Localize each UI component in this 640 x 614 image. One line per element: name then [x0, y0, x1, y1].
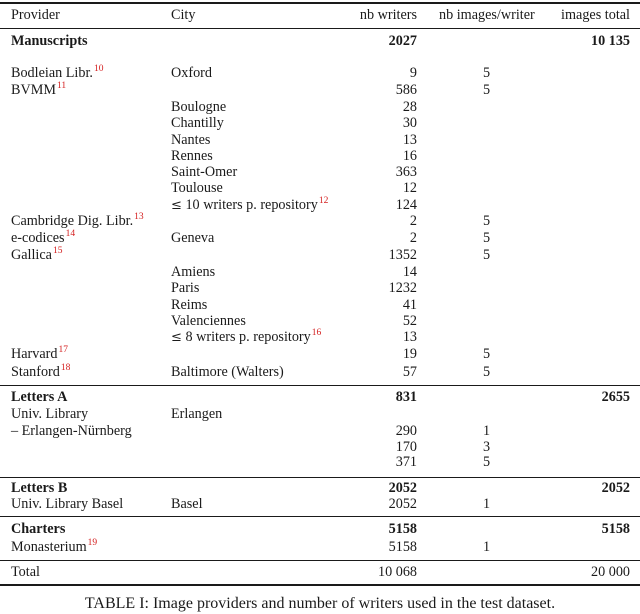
footnote-ref[interactable]: 10 — [93, 64, 104, 74]
provider-name: Gallica — [11, 247, 52, 263]
top-rule — [0, 2, 640, 4]
section-row-letters-a — [0, 389, 640, 406]
section-images-total: 2655 — [601, 389, 630, 405]
ipw-cell: 5 — [483, 247, 491, 263]
table-row — [0, 164, 640, 181]
section-row-charters — [0, 521, 640, 538]
provider-name: e-codices — [11, 230, 65, 246]
ipw-cell: 5 — [483, 364, 491, 380]
nb-writers-cell: 30 — [402, 115, 417, 131]
table-row — [0, 65, 640, 82]
table-row — [0, 264, 640, 281]
ipw-cell: 5 — [483, 82, 491, 98]
city-cell: Nantes — [171, 132, 211, 148]
nb-writers-cell: 586 — [395, 82, 417, 98]
nb-writers-cell: 2 — [409, 230, 417, 246]
section-rule-charters — [0, 516, 640, 517]
nb-writers-cell: 9 — [409, 65, 417, 81]
provider-cell — [11, 364, 70, 383]
nb-writers-cell: 41 — [402, 297, 417, 313]
section-name: Letters B — [11, 480, 68, 496]
table-row — [0, 115, 640, 132]
city-cell: Rennes — [171, 148, 213, 164]
nb-writers-cell: 2 — [409, 213, 417, 229]
ipw-cell: 5 — [483, 65, 491, 81]
city-cell: Reims — [171, 297, 208, 313]
city-text: 8 writers p. repository — [185, 329, 311, 345]
nb-writers-cell: 170 — [395, 439, 417, 455]
header-images-total: images total — [561, 7, 630, 23]
city-cell: Basel — [171, 496, 203, 512]
header-nb-images-per-writer: nb images/writer — [439, 7, 535, 23]
total-row — [0, 564, 640, 581]
city-cell: Toulouse — [171, 180, 223, 196]
less-equal-symbol: ≤ — [171, 330, 182, 345]
table-row — [0, 213, 640, 230]
table-row — [0, 406, 640, 423]
city-cell: Oxford — [171, 65, 212, 81]
footnote-ref[interactable]: 13 — [134, 212, 144, 222]
nb-writers-cell: 290 — [395, 423, 417, 439]
nb-writers-cell: 2052 — [388, 496, 417, 512]
city-cell: Chantilly — [171, 115, 224, 131]
table-row — [0, 346, 640, 363]
footnote-ref[interactable]: 11 — [56, 81, 67, 91]
city-cell: Valenciennes — [171, 313, 246, 329]
ipw-cell: 5 — [483, 213, 491, 229]
section-row-letters-b — [0, 480, 640, 497]
table-row — [0, 99, 640, 116]
nb-writers-cell: 14 — [402, 264, 417, 280]
header-nb-writers: nb writers — [359, 7, 417, 23]
table-row — [0, 148, 640, 165]
provider-name: Harvard — [11, 346, 58, 362]
bottom-rule — [0, 584, 640, 586]
ipw-cell: 5 — [483, 346, 491, 362]
header-provider: Provider — [11, 7, 60, 23]
total-label: Total — [11, 564, 40, 580]
nb-writers-cell: 1352 — [388, 247, 417, 263]
nb-writers-cell: 5158 — [388, 539, 417, 555]
table-row — [0, 230, 640, 247]
provider-cell — [11, 539, 97, 558]
section-nb-writers: 831 — [395, 389, 417, 405]
ipw-cell: 1 — [483, 423, 491, 439]
ipw-cell: 1 — [483, 539, 491, 555]
ipw-cell: 5 — [483, 230, 491, 246]
table-row — [0, 297, 640, 314]
nb-writers-cell: 52 — [402, 313, 417, 329]
provider-name: Bodleian Libr. — [11, 65, 93, 81]
city-cell: Geneva — [171, 230, 215, 246]
table-row — [0, 132, 640, 149]
footnote-ref[interactable]: 16 — [311, 328, 322, 338]
section-nb-writers: 5158 — [388, 521, 417, 537]
section-images-total: 2052 — [601, 480, 630, 496]
section-rule-letters-a — [0, 385, 640, 386]
city-cell: Paris — [171, 280, 200, 296]
less-equal-symbol: ≤ — [171, 198, 182, 213]
section-nb-writers: 2027 — [388, 33, 417, 49]
footnote-ref[interactable]: 18 — [60, 363, 71, 373]
provider-name: Cambridge Dig. Libr. — [11, 213, 134, 229]
footnote-ref[interactable]: 19 — [87, 538, 98, 548]
table-row — [0, 280, 640, 297]
footnote-ref[interactable]: 15 — [52, 246, 63, 256]
table-row — [0, 496, 640, 513]
city-cell: Amiens — [171, 264, 216, 280]
city-cell: Boulogne — [171, 99, 227, 115]
nb-writers-cell: 12 — [402, 180, 417, 196]
footnote-ref[interactable]: 12 — [318, 196, 329, 206]
nb-writers-cell: 363 — [395, 164, 417, 180]
table-row — [0, 423, 640, 440]
table-row — [0, 364, 640, 381]
table-row — [0, 329, 640, 346]
provider-cell: Univ. Library Basel — [11, 496, 124, 512]
nb-writers-cell: 124 — [395, 197, 417, 213]
nb-writers-cell: 13 — [402, 132, 417, 148]
provider-cell: – Erlangen-Nürnberg — [11, 423, 132, 439]
section-name: Manuscripts — [11, 33, 88, 49]
city-cell: Baltimore (Walters) — [171, 364, 284, 380]
nb-writers-cell: 57 — [402, 364, 417, 380]
city-text: 10 writers p. repository — [185, 197, 318, 213]
city-cell: Erlangen — [171, 406, 223, 422]
footnote-ref[interactable]: 14 — [65, 229, 76, 239]
section-rule-letters-b — [0, 477, 640, 478]
table-row — [0, 180, 640, 197]
nb-writers-cell: 16 — [402, 148, 417, 164]
provider-name: Stanford — [11, 364, 60, 380]
section-images-total: 5158 — [601, 521, 630, 537]
total-nb-writers: 10 068 — [377, 564, 417, 580]
table-caption: TABLE I: Image providers and number of writers used in the test dataset. — [84, 595, 556, 612]
ipw-cell: 3 — [483, 439, 491, 455]
footnote-ref[interactable]: 17 — [58, 345, 68, 355]
city-cell: Saint-Omer — [171, 164, 238, 180]
nb-writers-cell: 1232 — [388, 280, 417, 296]
ipw-cell: 1 — [483, 496, 491, 512]
provider-name: Monasterium — [11, 539, 87, 555]
nb-writers-cell: 28 — [402, 99, 417, 115]
provider-name: BVMM — [11, 82, 56, 98]
section-name: Letters A — [11, 389, 68, 405]
provider-cell — [11, 346, 68, 365]
table-header — [0, 7, 640, 24]
table-row — [0, 82, 640, 99]
table-row — [0, 454, 640, 471]
table-row — [0, 539, 640, 556]
nb-writers-cell: 371 — [395, 454, 417, 470]
header-city: City — [171, 7, 196, 23]
provider-cell: Univ. Library — [11, 406, 89, 422]
section-nb-writers: 2052 — [388, 480, 417, 496]
section-name: Charters — [11, 521, 66, 537]
table-row — [0, 197, 640, 214]
table-row — [0, 247, 640, 264]
section-images-total: 10 135 — [590, 33, 630, 49]
total-rule — [0, 560, 640, 561]
header-rule — [0, 28, 640, 29]
ipw-cell: 5 — [483, 454, 491, 470]
nb-writers-cell: 13 — [402, 329, 417, 345]
section-row-manuscripts — [0, 33, 640, 50]
nb-writers-cell: 19 — [402, 346, 417, 362]
total-images: 20 000 — [590, 564, 630, 580]
